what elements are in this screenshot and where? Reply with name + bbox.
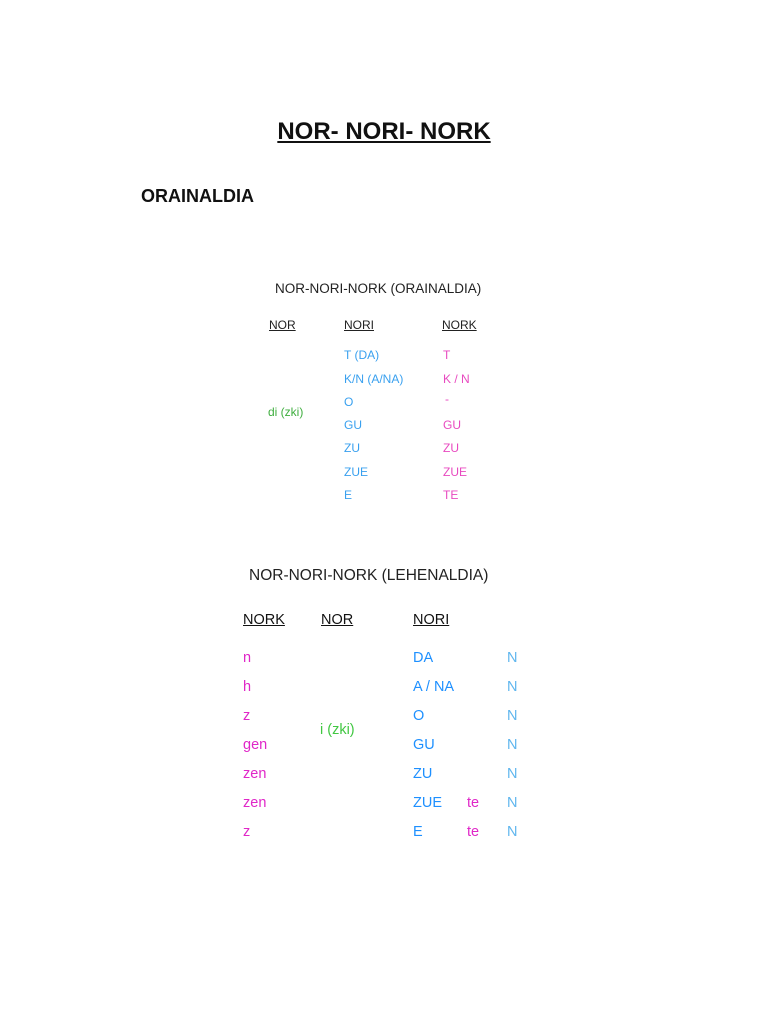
past-nork-cell: n [243,650,252,666]
past-nork-cell: zen [243,795,267,811]
present-nork-cell: TE [443,488,459,502]
past-n-suffix: N [507,737,518,753]
present-nori-cell: O [344,395,354,409]
past-n-suffix: N [507,679,518,695]
past-n-suffix: N [507,650,518,666]
past-n-suffix: N [507,824,518,840]
past-nork-cell: z [243,824,251,840]
past-n-suffix: N [507,766,518,782]
past-te-suffix: te [467,824,480,840]
present-nork-cell: GU [443,418,461,432]
past-nori-cell: ZUE [413,795,442,811]
present-header-nor: NOR [269,318,296,332]
past-nork-cell: h [243,679,252,695]
present-table-title: NOR-NORI-NORK (ORAINALDIA) [275,281,482,296]
present-header-nork: NORK [442,318,477,332]
page-title: NOR- NORI- NORK [277,118,491,145]
present-nork-cell: - [445,392,449,406]
past-nori-cell: ZU [413,766,433,782]
past-n-suffix: N [507,795,518,811]
present-nork-cell: ZUE [443,465,467,479]
past-nori-cell: A / NA [413,679,455,695]
past-nori-cell: E [413,824,423,840]
past-header-nori: NORI [413,612,450,628]
past-nork-cell: zen [243,766,267,782]
past-nori-cell: DA [413,650,434,666]
past-nork-cell: z [243,708,251,724]
past-header-nor: NOR [321,612,354,628]
section-title: ORAINALDIA [141,186,254,206]
past-nork-cell: gen [243,737,268,753]
past-header-nork: NORK [243,612,285,628]
past-nor-value: i (zki) [320,722,355,738]
present-nor-value: di (zki) [268,405,304,419]
present-header-nori: NORI [344,318,374,332]
past-table-title: NOR-NORI-NORK (LEHENALDIA) [249,567,489,584]
present-nori-cell: GU [344,418,362,432]
present-nori-cell: E [344,488,353,502]
present-nori-cell: K/N (A/NA) [344,372,404,386]
past-nori-cell: GU [413,737,435,753]
past-te-suffix: te [467,795,480,811]
present-nori-cell: ZU [344,441,360,455]
present-nori-cell: ZUE [344,465,368,479]
past-n-suffix: N [507,708,518,724]
present-nori-cell: T (DA) [344,348,380,362]
past-nori-cell: O [413,708,425,724]
present-nork-cell: K / N [443,372,470,386]
present-nork-cell: ZU [443,441,459,455]
present-nork-cell: T [443,348,451,362]
